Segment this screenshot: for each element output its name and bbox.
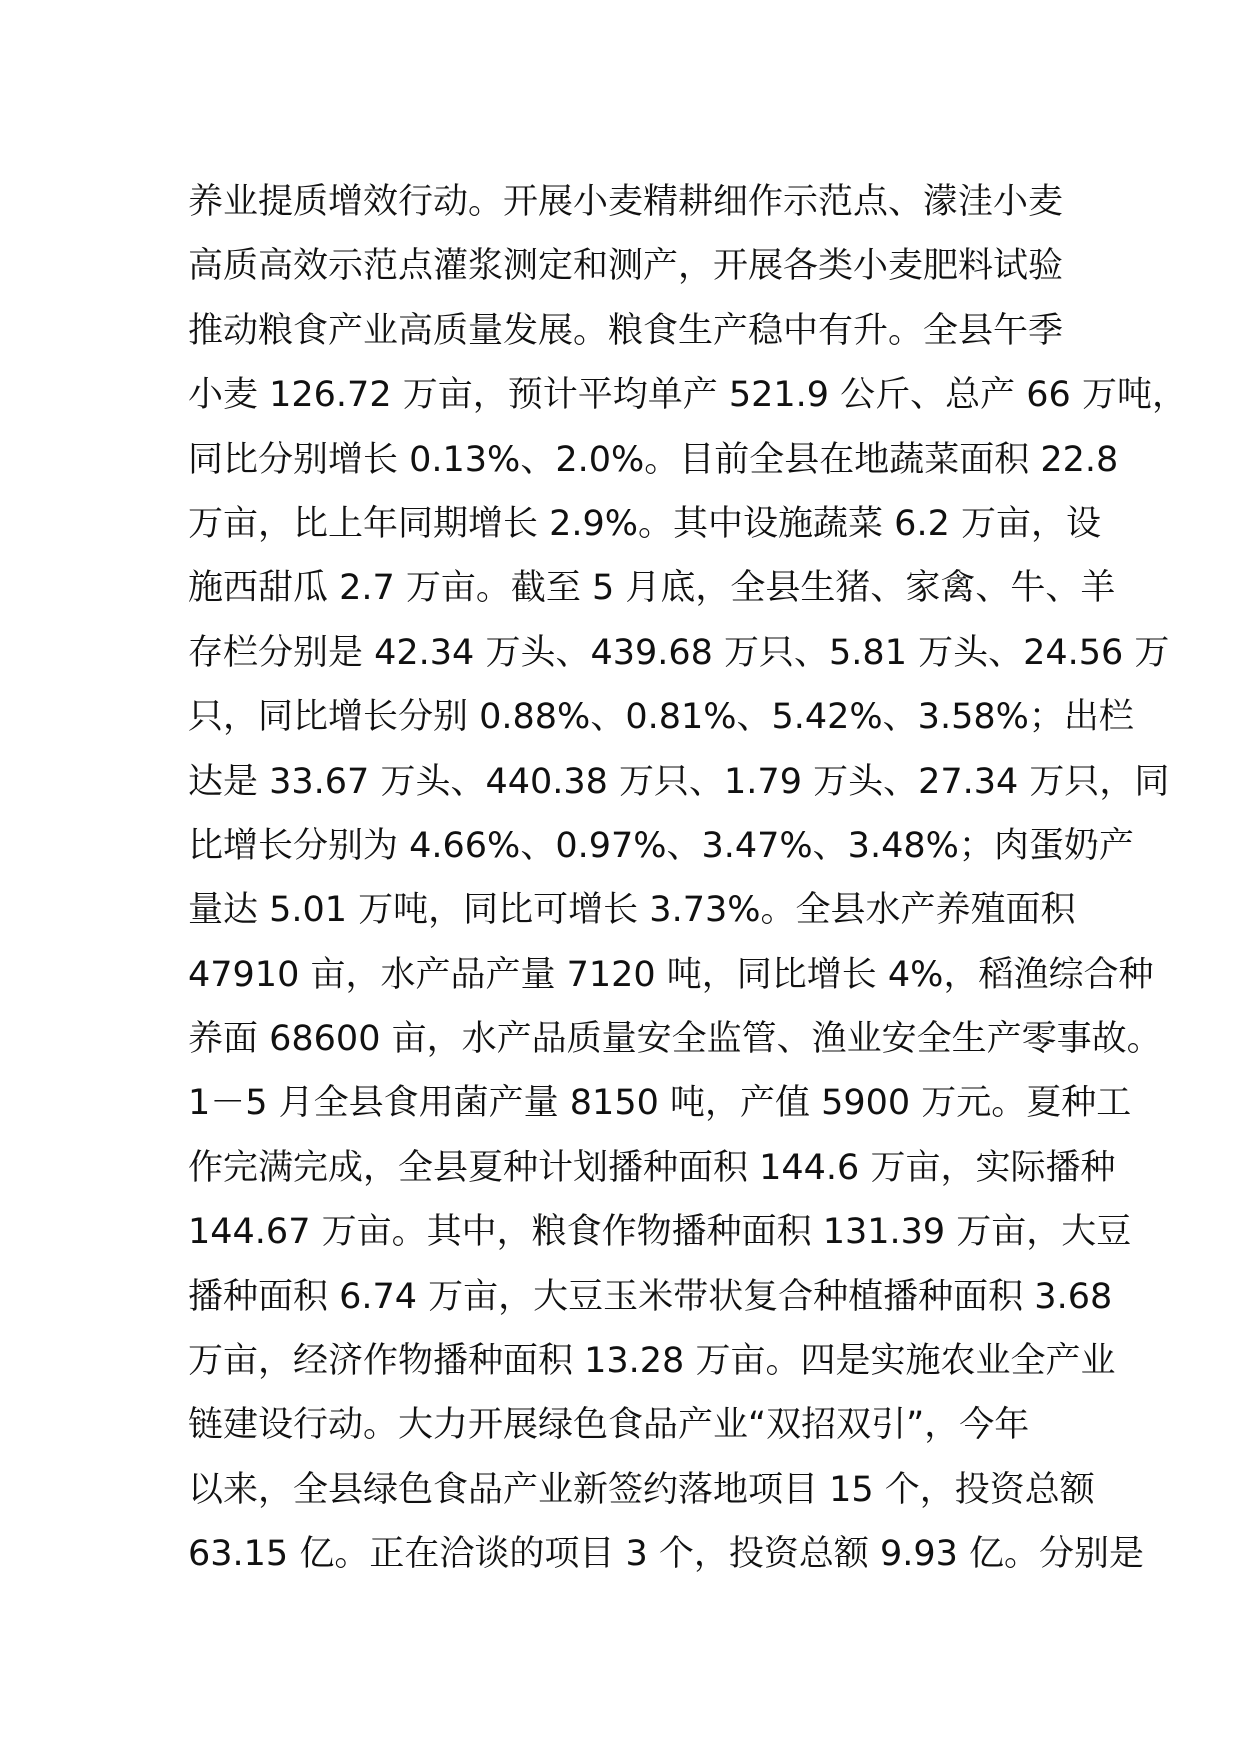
text-line-22: 63.15 亿。正在洽谈的项目 3 个，投资总额 9.93 亿。分别是: [188, 1534, 1145, 1575]
text-line-18: 播种面积 6.74 万亩，大豆玉米带状复合种植播种面积 3.68: [188, 1276, 1113, 1317]
text-line-15: 1－5 月全县食用菌产量 8150 吨，产值 5900 万元。夏种工: [188, 1083, 1132, 1124]
text-line-12: 量达 5.01 万吨，同比可增长 3.73%。全县水产养殖面积: [188, 890, 1076, 931]
text-line-1: 养业提质增效行动。开展小麦精耕细作示范点、濛洼小麦: [188, 182, 1064, 222]
text-line-7: 施西甜瓜 2.7 万亩。截至 5 月底，全县生猪、家禽、牛、羊: [188, 568, 1116, 609]
text-line-16: 作完满完成，全县夏种计划播种面积 144.6 万亩，实际播种: [188, 1147, 1116, 1188]
text-line-4: 小麦 126.72 万亩，预计平均单产 521.9 公斤、总产 66 万吨，: [188, 375, 1187, 416]
text-line-13: 47910 亩，水产品产量 7120 吨，同比增长 4%，稻渔综合种: [188, 954, 1154, 995]
text-line-3: 推动粮食产业高质量发展。粮食生产稳中有升。全县午季: [188, 310, 1064, 351]
text-line-8: 存栏分别是 42.34 万头、439.68 万只、5.81 万头、24.56 万: [188, 632, 1170, 673]
text-line-14: 养面 68600 亩，水产品质量安全监管、渔业安全生产零事故。: [188, 1019, 1162, 1060]
body-paragraph: [188, 170, 1187, 1587]
text-line-20: 链建设行动。大力开展绿色食品产业“双招双引”，今年: [188, 1405, 1030, 1446]
text-line-2: 高质高效示范点灌浆测定和测产，开展各类小麦肥料试验: [188, 246, 1064, 287]
text-line-9: 只，同比增长分别 0.88%、0.81%、5.42%、3.58%；出栏: [188, 697, 1134, 738]
text-line-19: 万亩，经济作物播种面积 13.28 万亩。四是实施农业全产业: [188, 1341, 1116, 1382]
text-line-6: 万亩，比上年同期增长 2.9%。其中设施蔬菜 6.2 万亩，设: [188, 503, 1101, 544]
text-line-11: 比增长分别为 4.66%、0.97%、3.47%、3.48%；肉蛋奶产: [188, 825, 1134, 866]
text-line-10: 达是 33.67 万头、440.38 万只、1.79 万头、27.34 万只，同: [188, 761, 1170, 802]
text-line-5: 同比分别增长 0.13%、2.0%。目前全县在地蔬菜面积 22.8: [188, 439, 1119, 480]
text-line-21: 以来，全县绿色食品产业新签约落地项目 15 个，投资总额: [188, 1469, 1095, 1510]
text-line-17: 144.67 万亩。其中，粮食作物播种面积 131.39 万亩，大豆: [188, 1212, 1132, 1253]
